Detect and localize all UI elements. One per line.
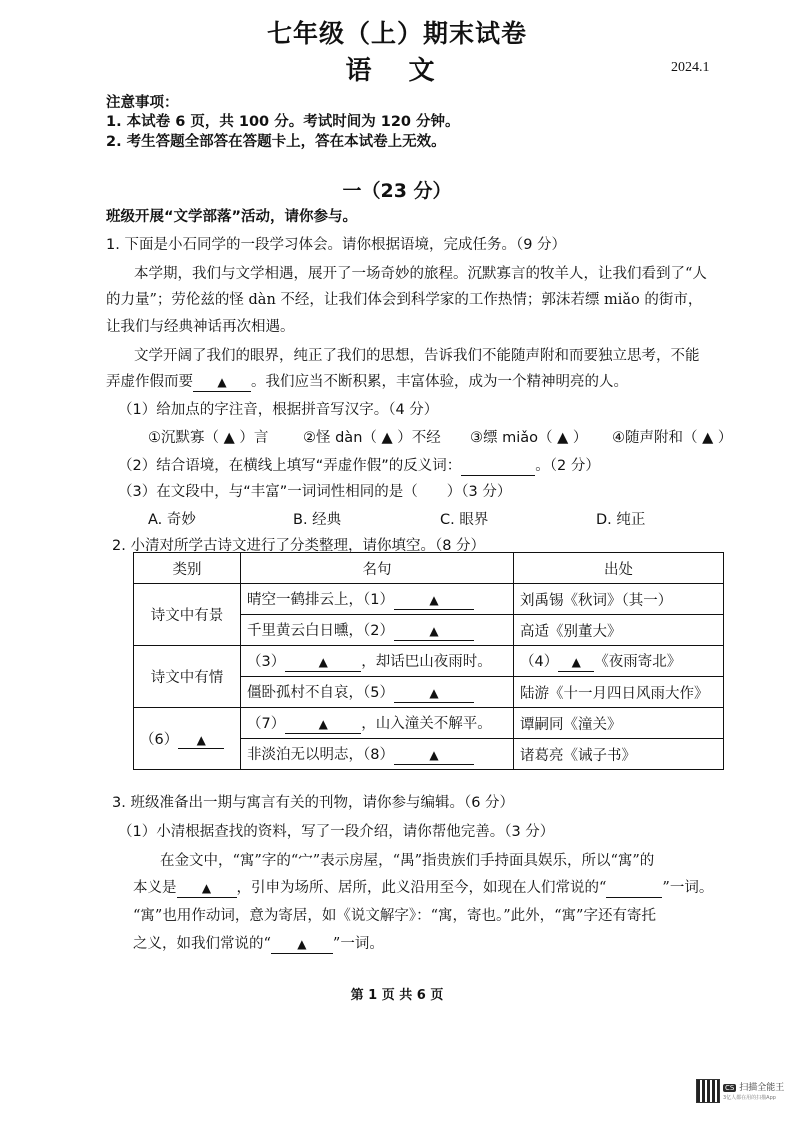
category-cell: 诗文中有情 xyxy=(134,646,241,708)
triangle-marker: ▲ xyxy=(429,624,439,639)
q3-sub1: （1）小清根据查找的资料，写了一段介绍，请你帮他完善。（3 分） xyxy=(118,824,555,840)
option-c: C. 眼界 xyxy=(440,512,489,528)
q1-sub2 xyxy=(118,454,600,476)
answer-blank xyxy=(606,881,662,898)
source-cell: 谭嗣同《潼关》 xyxy=(514,708,724,739)
q3-passage-line: “寓”也用作动词，意为寄居，如《说文解字》：“寓，寄也。”此外，“寓”字还有寄托 xyxy=(133,908,656,924)
scanner-badge: CS xyxy=(725,1084,735,1092)
q1-passage-line: 让我们与经典神话再次相遇。 xyxy=(106,319,295,335)
verse-text: 僵卧孤村不自哀，（5） xyxy=(247,685,394,702)
option-a: A. 奇妙 xyxy=(148,512,196,528)
answer-blank xyxy=(193,375,251,392)
triangle-marker: ▲ xyxy=(196,732,206,747)
verse-cell xyxy=(241,646,514,677)
notice-item-1: 1. 本试卷 6 页，共 100 分。考试时间为 120 分钟。 xyxy=(106,114,460,130)
triangle-marker: ▲ xyxy=(217,375,227,389)
exam-subject: 语 文 xyxy=(345,56,449,86)
q3-passage-text: ”一词。 xyxy=(332,936,384,952)
scanner-subtitle: 3亿人都在用的扫描App xyxy=(723,1095,776,1101)
category-text: （6） xyxy=(140,731,179,748)
q3-passage-text: ，引申为场所、居所，此义沿用至今，如现在人们常说的“ xyxy=(236,880,607,896)
q1-sub1: （1）给加点的字注音，根据拼音写汉字。（4 分） xyxy=(118,402,439,418)
q2-stem: 2. 小清对所学古诗文进行了分类整理，请你填空。（8 分） xyxy=(112,538,486,554)
verse-cell xyxy=(241,739,514,770)
q1-passage-line xyxy=(106,370,628,392)
table-row xyxy=(134,708,724,739)
category-cell xyxy=(134,708,241,770)
table-row xyxy=(134,584,724,615)
column-header: 类别 xyxy=(134,553,241,584)
exam-title: 七年级（上）期末试卷 xyxy=(266,19,527,48)
scanner-name: 扫描全能王 xyxy=(739,1083,785,1093)
scanner-watermark xyxy=(723,1080,784,1093)
notice-heading: 注意事项： xyxy=(106,95,179,111)
verse-text: 晴空一鹤排云上，（1） xyxy=(247,592,394,609)
verse-text: ，却话巴山夜雨时。 xyxy=(361,654,492,671)
q1-stem: 1. 下面是小石同学的一段学习体会。请你根据语境，完成任务。（9 分） xyxy=(106,237,567,253)
verse-text: ，山入潼关不解平。 xyxy=(361,716,492,733)
option-d: D. 纯正 xyxy=(596,512,646,528)
answer-blank xyxy=(177,881,237,898)
option-b: B. 经典 xyxy=(293,512,342,528)
verse-cell xyxy=(241,677,514,708)
q1-passage-line: 的力量”；劳伦兹的怪 dàn 不经，让我们体会到科学家的工作热情；郭沫若缥 miǎo 的街市， xyxy=(106,292,703,308)
q3-passage-line xyxy=(133,932,384,954)
answer-blank xyxy=(394,748,474,765)
answer-blank xyxy=(394,593,474,610)
source-text: 《夜雨寄北》 xyxy=(594,654,682,671)
section-heading: 一（23 分） xyxy=(342,180,452,202)
q1-sub2-score: 。（2 分） xyxy=(535,458,600,474)
q1-sub3: （3）在文段中，与“丰富”一词词性相同的是（ ）（3 分） xyxy=(118,484,512,500)
source-text: （4） xyxy=(520,654,559,671)
column-header: 名句 xyxy=(241,553,514,584)
q3-passage-text: 之义，如我们常说的“ xyxy=(133,936,271,952)
q3-passage-text: ”一词。 xyxy=(662,880,714,896)
triangle-marker: ▲ xyxy=(318,655,328,670)
verse-text: （3） xyxy=(247,654,286,671)
source-cell: 高适《别董大》 xyxy=(514,615,724,646)
page-footer: 第 1 页 共 6 页 xyxy=(350,988,444,1003)
answer-blank xyxy=(558,655,594,672)
source-cell: 诸葛亮《诫子书》 xyxy=(514,739,724,770)
triangle-marker: ▲ xyxy=(429,686,439,701)
answer-blank xyxy=(394,686,474,703)
answer-blank xyxy=(285,717,361,734)
q1-sub1-item-a: ①沉默寡（ ▲ ）言 xyxy=(148,430,269,446)
verse-cell xyxy=(241,708,514,739)
verse-cell xyxy=(241,584,514,615)
q3-passage-text: 本义是 xyxy=(133,880,177,896)
answer-blank xyxy=(178,733,224,750)
q3-passage-line xyxy=(133,876,713,898)
q1-sub1-item-c: ③缥 miǎo（ ▲ ） xyxy=(470,430,588,446)
answer-blank xyxy=(394,624,474,641)
table-row xyxy=(134,646,724,677)
triangle-marker: ▲ xyxy=(429,748,439,763)
q1-passage-line: 本学期，我们与文学相遇，展开了一场奇妙的旅程。沉默寡言的牧羊人，让我们看到了“人 xyxy=(134,266,707,282)
triangle-marker: ▲ xyxy=(571,655,581,670)
q1-sub1-item-d: ④随声附和（ ▲ ） xyxy=(612,430,733,446)
verse-text: （7） xyxy=(247,716,286,733)
column-header: 出处 xyxy=(514,553,724,584)
table-header-row xyxy=(134,553,724,584)
q1-passage-text: 。我们应当不断积累，丰富体验，成为一个精神明亮的人。 xyxy=(251,374,628,390)
verse-cell xyxy=(241,615,514,646)
notice-item-2: 2. 考生答题全部答在答题卡上，答在本试卷上无效。 xyxy=(106,134,446,150)
triangle-marker: ▲ xyxy=(297,937,307,951)
qr-code-icon xyxy=(696,1079,720,1103)
answer-blank xyxy=(271,937,333,954)
q1-passage-text: 弄虚作假而要 xyxy=(106,374,193,390)
verse-text: 千里黄云白日曛，（2） xyxy=(247,623,394,640)
source-cell: 刘禹锡《秋词》（其一） xyxy=(514,584,724,615)
triangle-marker: ▲ xyxy=(318,717,328,732)
triangle-marker: ▲ xyxy=(201,881,212,895)
verse-text: 非淡泊无以明志，（8） xyxy=(247,747,394,764)
category-cell: 诗文中有景 xyxy=(134,584,241,646)
q1-passage-line: 文学开阔了我们的眼界，纯正了我们的思想，告诉我们不能随声附和而要独立思考，不能 xyxy=(134,348,700,364)
q1-sub1-item-b: ②怪 dàn（ ▲ ）不经 xyxy=(303,430,441,446)
answer-blank xyxy=(285,655,361,672)
triangle-marker: ▲ xyxy=(429,593,439,608)
q3-passage-line: 在金文中，“寓”字的“宀”表示房屋，“禺”指贵族们手持面具娱乐，所以“寓”的 xyxy=(160,853,655,869)
exam-date: 2024.1 xyxy=(671,60,710,75)
poem-table xyxy=(133,552,724,770)
answer-blank xyxy=(461,459,535,476)
source-cell: 陆游《十一月四日风雨大作》 xyxy=(514,677,724,708)
source-cell xyxy=(514,646,724,677)
section-intro: 班级开展“文学部落”活动，请你参与。 xyxy=(106,209,358,225)
q1-sub2-text: （2）结合语境，在横线上填写“弄虚作假”的反义词： xyxy=(118,458,462,474)
q3-stem: 3. 班级准备出一期与寓言有关的刊物，请你参与编辑。（6 分） xyxy=(112,795,515,811)
